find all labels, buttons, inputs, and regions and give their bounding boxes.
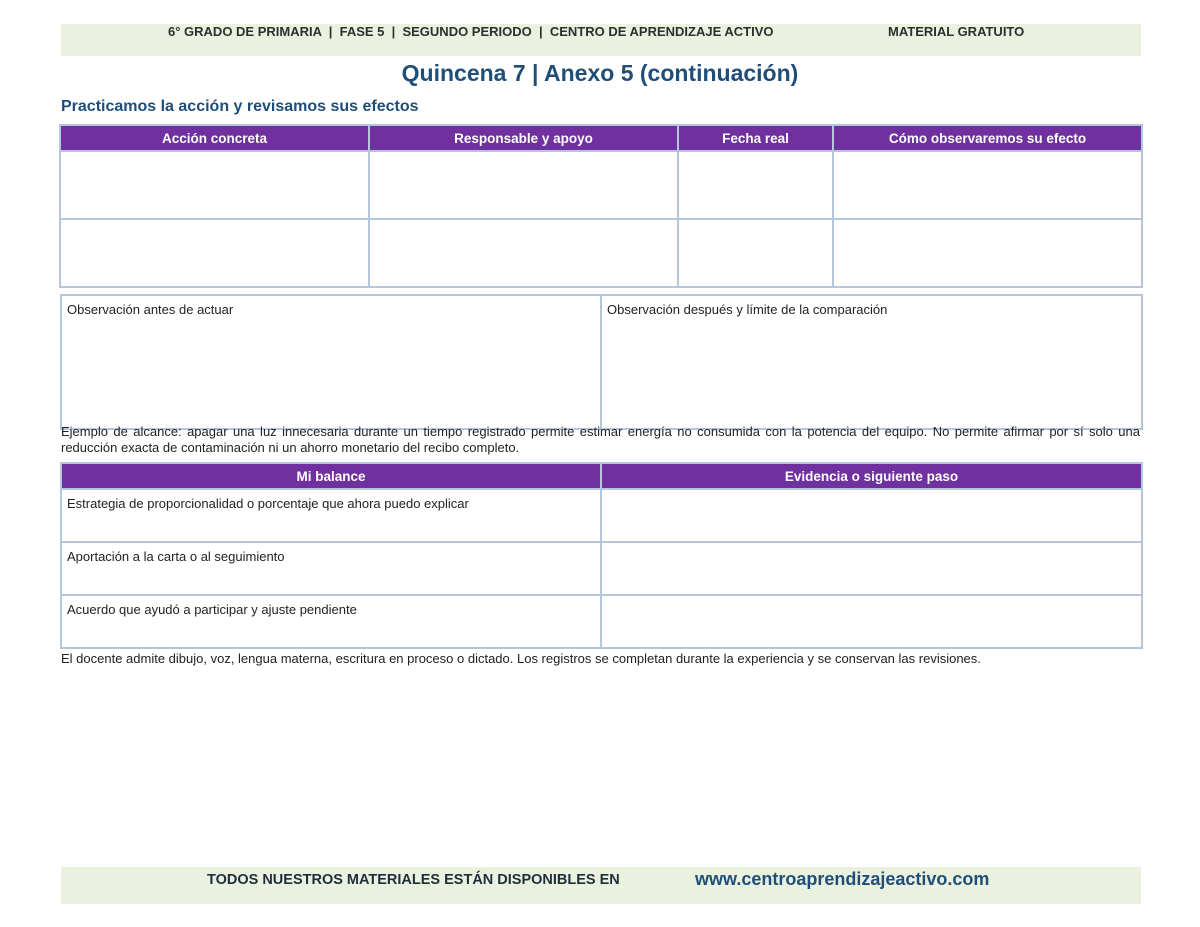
observation-table <box>60 294 1143 430</box>
evidence-cell[interactable] <box>601 595 1142 648</box>
col-header-balance: Mi balance <box>61 463 601 489</box>
header-info: 6° GRADO DE PRIMARIA | FASE 5 | SEGUNDO PERIODO | CENTRO DE APRENDIZAJE ACTIVO <box>168 24 774 39</box>
observation-before-cell[interactable] <box>61 295 601 429</box>
table-row <box>60 219 1142 287</box>
action-table-header <box>60 125 1142 151</box>
table-row <box>60 151 1142 219</box>
header-free-material: MATERIAL GRATUITO <box>888 24 1025 39</box>
balance-table-header <box>61 463 1142 489</box>
action-table <box>59 124 1143 288</box>
scope-note: Ejemplo de alcance: apagar una luz innecesaria durante un tiempo registrado permite estimar energía no consumida con la potencia del equipo. No permite afirmar por sí solo una reducción exacta de contaminación ni un ahorro monetario del recibo completo. <box>61 424 1140 455</box>
col-header-action: Acción concreta <box>60 125 369 151</box>
action-cell[interactable] <box>60 151 369 219</box>
observation-after-label: Observación después y límite de la comparación <box>607 302 888 317</box>
date-cell[interactable] <box>678 151 833 219</box>
responsible-cell[interactable] <box>369 219 678 287</box>
page-title: Quincena 7 | Anexo 5 (continuación) <box>401 60 799 86</box>
effect-cell[interactable] <box>833 151 1142 219</box>
responsible-cell[interactable] <box>369 151 678 219</box>
col-header-date: Fecha real <box>678 125 833 151</box>
action-cell[interactable] <box>60 219 369 287</box>
balance-row-label: Estrategia de proporcionalidad o porcentaje que ahora puedo explicar <box>67 496 469 511</box>
table-row <box>61 542 1142 595</box>
balance-table <box>60 462 1143 649</box>
footer-label: TODOS NUESTROS MATERIALES ESTÁN DISPONIBLES EN <box>207 872 620 888</box>
balance-label-cell <box>61 489 601 542</box>
date-cell[interactable] <box>678 219 833 287</box>
balance-label-cell <box>61 595 601 648</box>
table-row <box>61 489 1142 542</box>
table-row <box>61 595 1142 648</box>
evidence-cell[interactable] <box>601 542 1142 595</box>
evidence-cell[interactable] <box>601 489 1142 542</box>
table-row <box>61 295 1142 429</box>
balance-row-label: Acuerdo que ayudó a participar y ajuste pendiente <box>67 602 357 617</box>
effect-cell[interactable] <box>833 219 1142 287</box>
observation-after-cell[interactable] <box>601 295 1142 429</box>
balance-label-cell <box>61 542 601 595</box>
balance-row-label: Aportación a la carta o al seguimiento <box>67 549 285 564</box>
teacher-note: El docente admite dibujo, voz, lengua materna, escritura en proceso o dictado. Los registros se completan durante la experiencia y se conservan las revisiones. <box>61 651 981 666</box>
footer-url-link[interactable]: www.centroaprendizajeactivo.com <box>695 869 990 889</box>
col-header-effect: Cómo observaremos su efecto <box>833 125 1142 151</box>
observation-before-label: Observación antes de actuar <box>67 302 234 317</box>
col-header-evidence: Evidencia o siguiente paso <box>601 463 1142 489</box>
section-title: Practicamos la acción y revisamos sus efectos <box>61 98 419 115</box>
col-header-responsible: Responsable y apoyo <box>369 125 678 151</box>
